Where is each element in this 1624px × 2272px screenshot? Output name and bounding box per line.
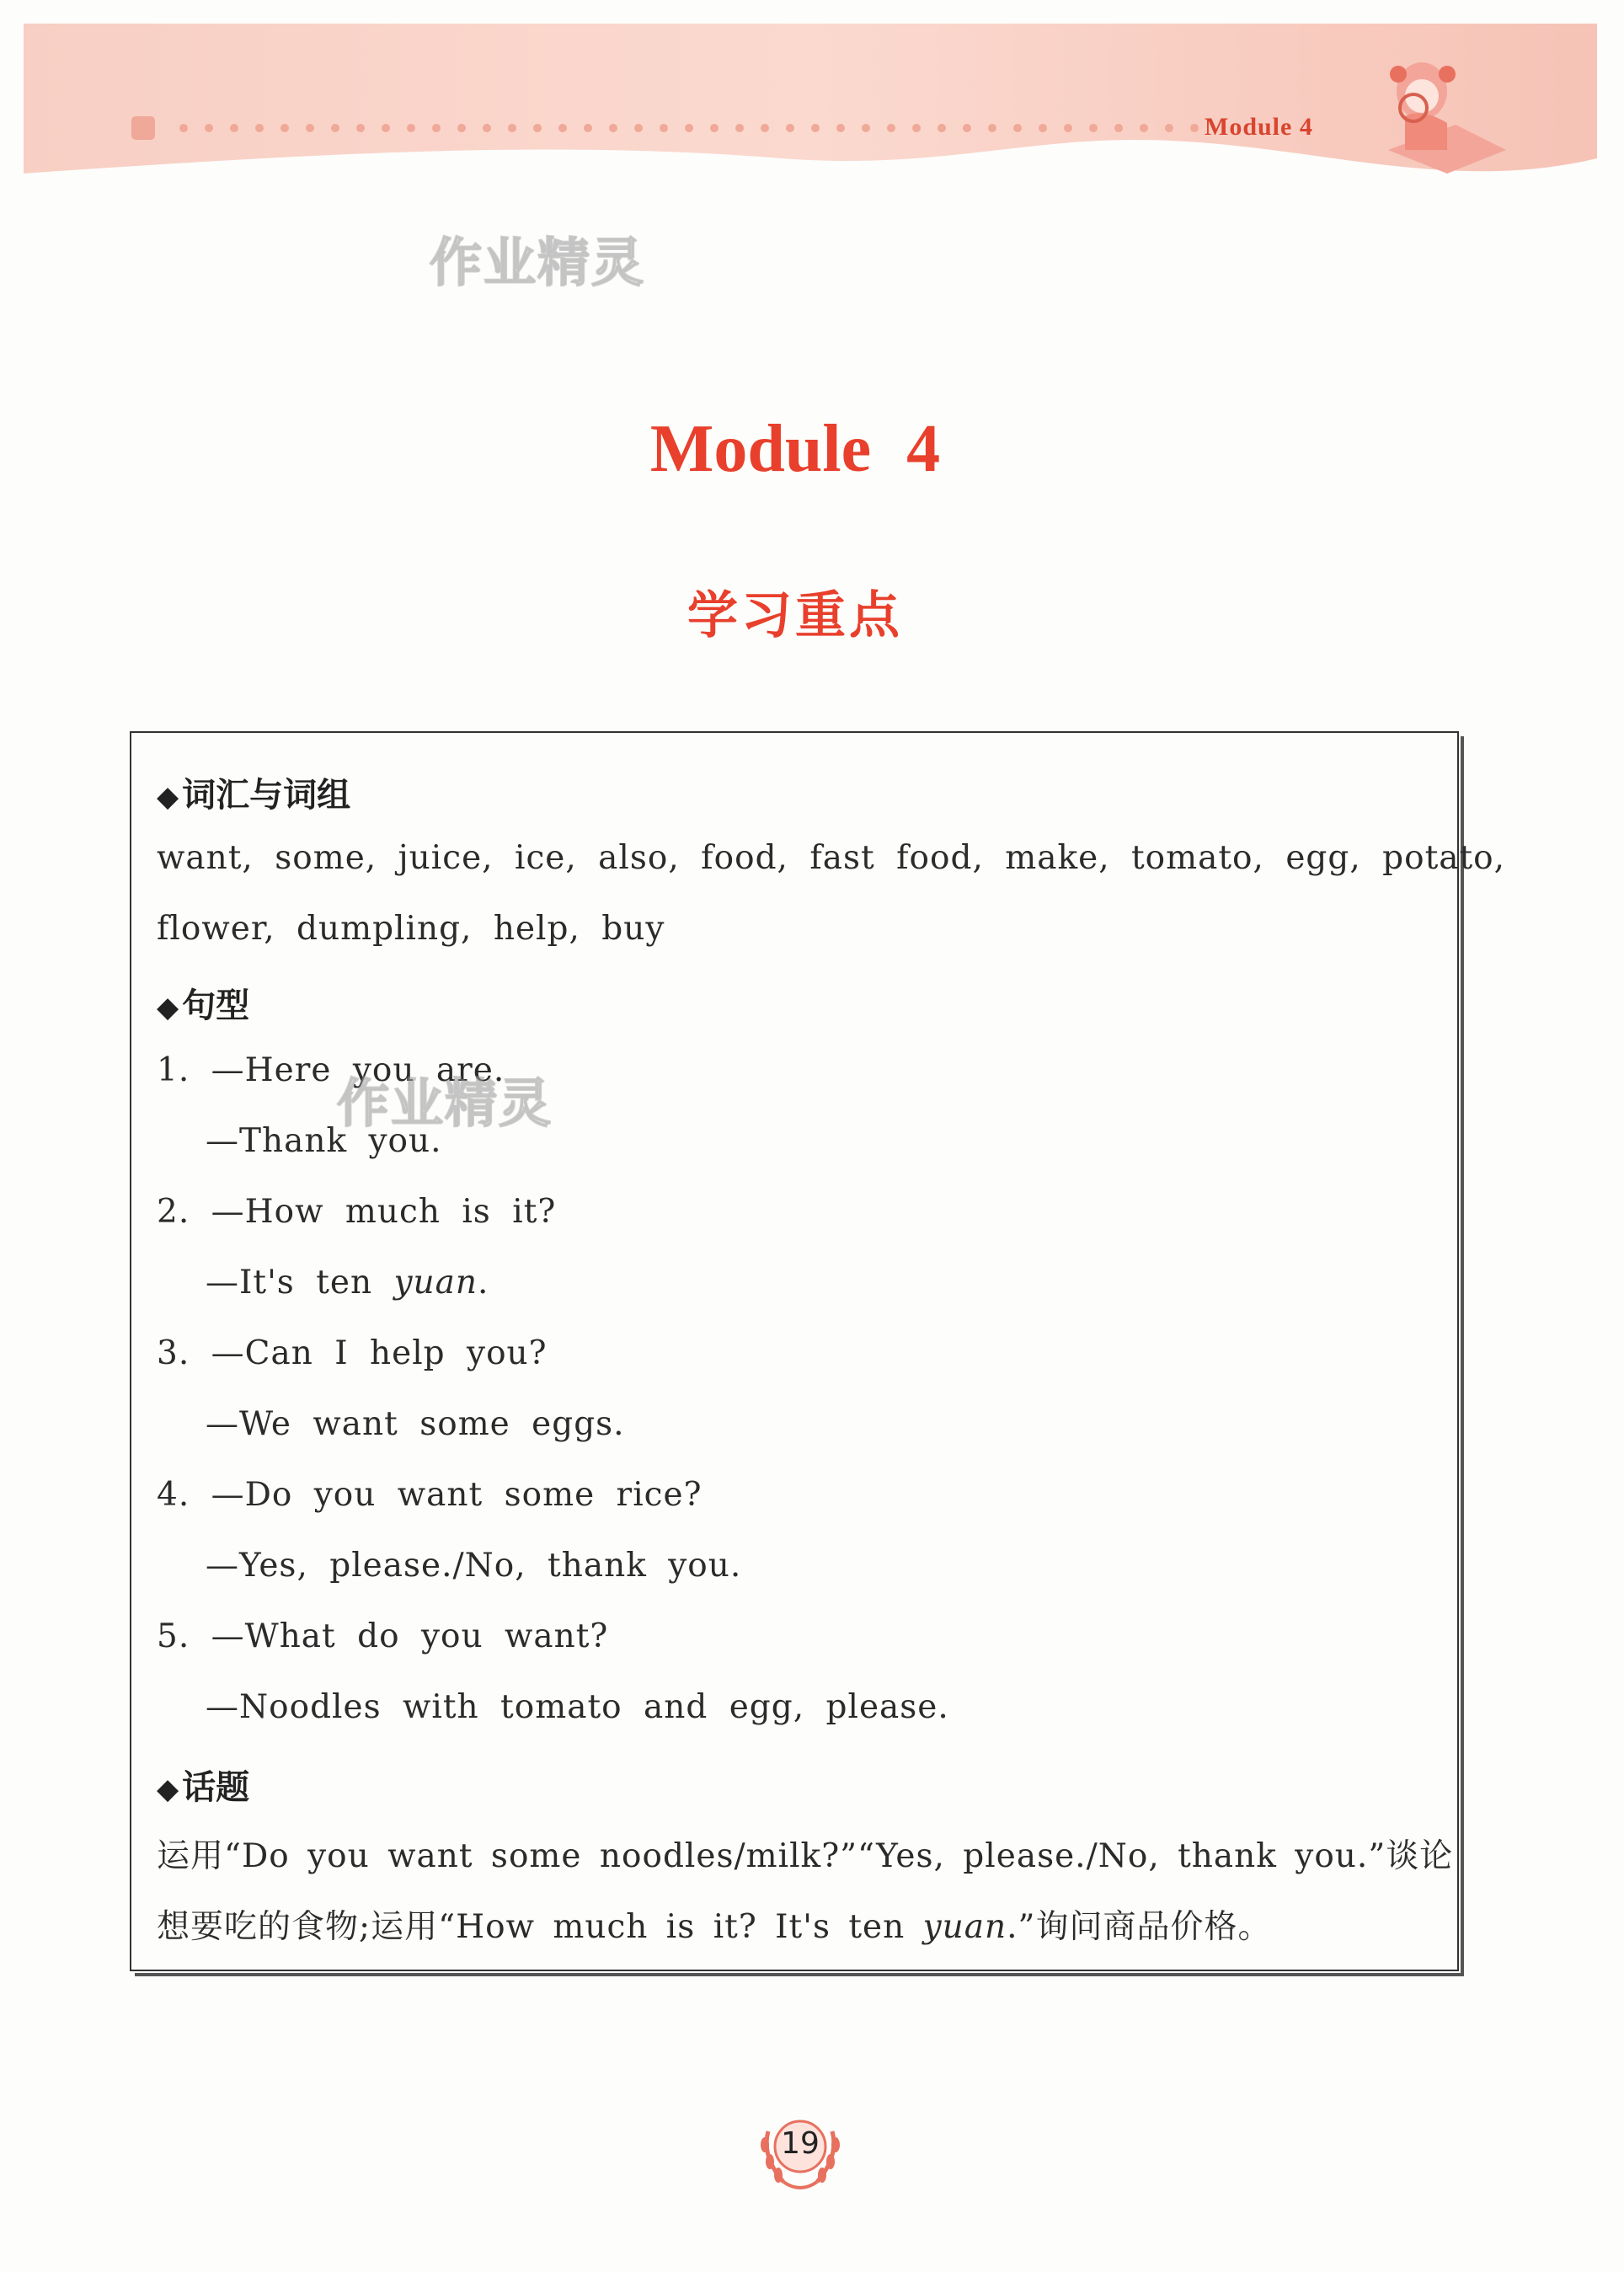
- topic-line-1: 运用“Do you want some noodles/milk?”“Yes, please./No, thank you.”谈论: [157, 1837, 1454, 1875]
- watermark-middle: 作业精灵: [337, 1072, 553, 1134]
- sentence-1-answer: —Thank you.: [206, 1122, 442, 1160]
- vocab-line-1: want, some, juice, ice, also, food, fast food, make, tomato, egg, potato,: [157, 839, 1506, 877]
- page-title: Module 4: [649, 412, 941, 486]
- sentence-4-answer: —Yes, please./No, thank you.: [206, 1547, 742, 1585]
- page-number: [750, 2106, 851, 2199]
- section-title: 学习重点: [687, 586, 903, 645]
- page-number-text: 19: [781, 2126, 820, 2161]
- sentence-4-question: 4. —Do you want some rice?: [157, 1476, 702, 1514]
- sentence-1-question: 1. —Here you are.: [157, 1051, 505, 1089]
- header-band: [24, 24, 1597, 184]
- diamond-bullet-icon: ◆: [157, 1772, 179, 1806]
- sentence-5-question: 5. —What do you want?: [157, 1617, 609, 1655]
- sentence-5-answer: —Noodles with tomato and egg, please.: [206, 1688, 949, 1726]
- sentence-2-answer: —It's ten yuan.: [206, 1264, 489, 1302]
- topic-heading: ◆ 话题: [157, 1768, 250, 1807]
- diamond-bullet-icon: ◆: [157, 780, 179, 814]
- vocab-line-2: flower, dumpling, help, buy: [157, 910, 665, 948]
- header-module-label: Module 4: [1205, 113, 1313, 141]
- vocab-heading: ◆ 词汇与词组: [157, 776, 351, 815]
- sentences-heading: ◆ 句型: [157, 986, 250, 1025]
- watermark-top: 作业精灵: [430, 232, 646, 293]
- header-wave-graphic: [24, 24, 1597, 184]
- sentence-3-answer: —We want some eggs.: [206, 1405, 625, 1443]
- sentence-2-question: 2. —How much is it?: [157, 1193, 557, 1231]
- topic-line-2: 想要吃的食物;运用“How much is it? It's ten yuan.”询问商品价格。: [157, 1908, 1272, 1946]
- diamond-bullet-icon: ◆: [157, 991, 179, 1024]
- sentence-3-question: 3. —Can I help you?: [157, 1334, 548, 1372]
